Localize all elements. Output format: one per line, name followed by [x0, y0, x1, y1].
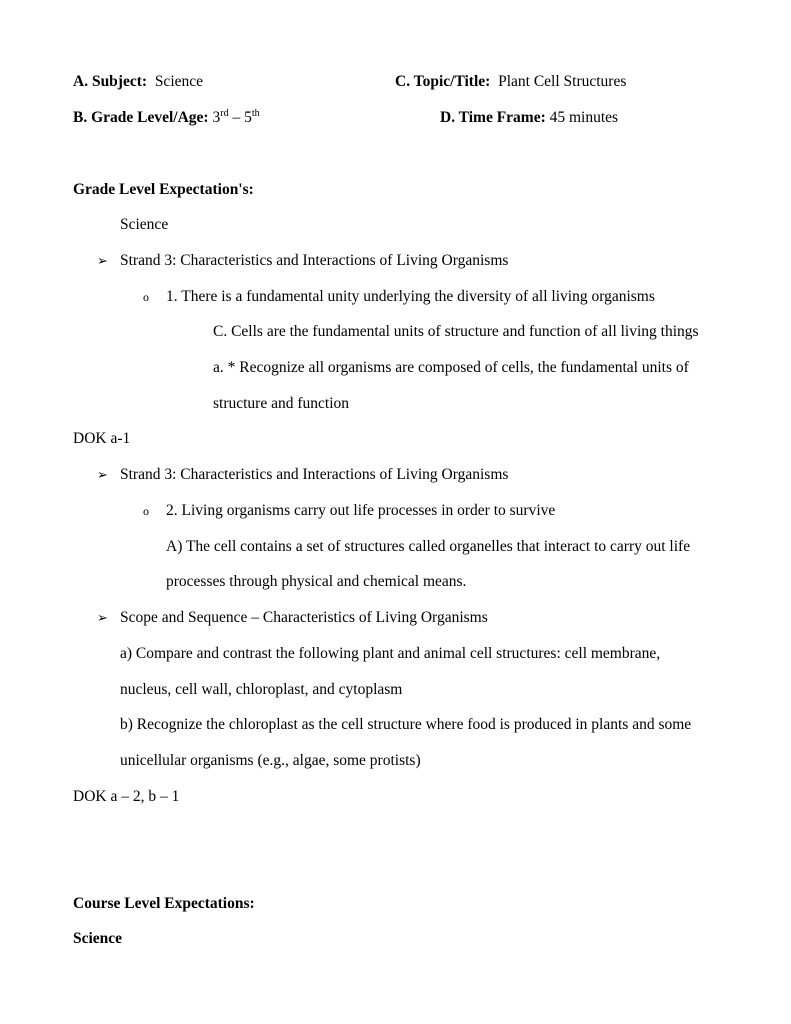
strand2-title: Strand 3: Characteristics and Interactions of Living Organisms [120, 466, 509, 483]
grade-label: B. Grade Level/Age: [73, 109, 209, 126]
arrow-bullet-icon: ➢ [97, 467, 108, 482]
scope-title: Scope and Sequence – Characteristics of Living Organisms [120, 609, 488, 626]
strand1-title: Strand 3: Characteristics and Interactions of Living Organisms [120, 252, 509, 269]
arrow-bullet-icon: ➢ [97, 253, 108, 268]
grade-start-suffix: rd [220, 108, 229, 119]
time-frame-value: 45 minutes [549, 109, 619, 126]
grade-field [73, 109, 260, 127]
subject-field [73, 73, 203, 91]
scope-b-line2: unicellular organisms (e.g., algae, some protists) [120, 752, 421, 769]
gle-subject: Science [120, 216, 169, 233]
scope-a-line2: nucleus, cell wall, chloroplast, and cytoplasm [120, 681, 403, 698]
cle-subject: Science [73, 930, 123, 947]
subject-label: A. Subject: [73, 73, 148, 90]
grade-value [212, 109, 259, 126]
strand1-item-a-line2: structure and function [213, 395, 350, 412]
subject-value: Science [154, 73, 204, 90]
grade-end: 5 [244, 109, 252, 126]
grade-end-suffix: th [251, 108, 260, 119]
dok-2: DOK a – 2, b – 1 [73, 788, 180, 805]
topic-label: C. Topic/Title: [395, 73, 491, 90]
strand2-item-a-line1: A) The cell contains a set of structures called organelles that interact to carry out life [166, 538, 691, 555]
circle-bullet-icon: o [143, 504, 149, 518]
strand2-sub: 2. Living organisms carry out life processes in order to survive [166, 502, 556, 519]
gle-heading: Grade Level Expectation's: [73, 181, 254, 198]
strand2-item-a-line2: processes through physical and chemical means. [166, 573, 467, 590]
scope-a-line1: a) Compare and contrast the following plant and animal cell structures: cell membrane, [120, 645, 661, 662]
topic-value: Plant Cell Structures [498, 73, 627, 90]
cle-heading: Course Level Expectations: [73, 895, 255, 912]
circle-bullet-icon: o [143, 290, 149, 304]
grade-start: 3 [212, 109, 221, 126]
strand1-item-c: C. Cells are the fundamental units of structure and function of all living things [213, 323, 699, 340]
strand1-sub: 1. There is a fundamental unity underlying the diversity of all living organisms [166, 288, 655, 305]
dok-1: DOK a-1 [73, 430, 131, 447]
time-frame-field [440, 109, 618, 127]
topic-field [395, 73, 626, 91]
arrow-bullet-icon: ➢ [97, 610, 108, 625]
time-frame-label: D. Time Frame: [440, 109, 546, 126]
scope-b-line1: b) Recognize the chloroplast as the cell structure where food is produced in plants and some [120, 716, 692, 733]
strand1-item-a-line1: a. * Recognize all organisms are composed of cells, the fundamental units of [213, 359, 689, 376]
grade-separator: – [228, 109, 245, 126]
